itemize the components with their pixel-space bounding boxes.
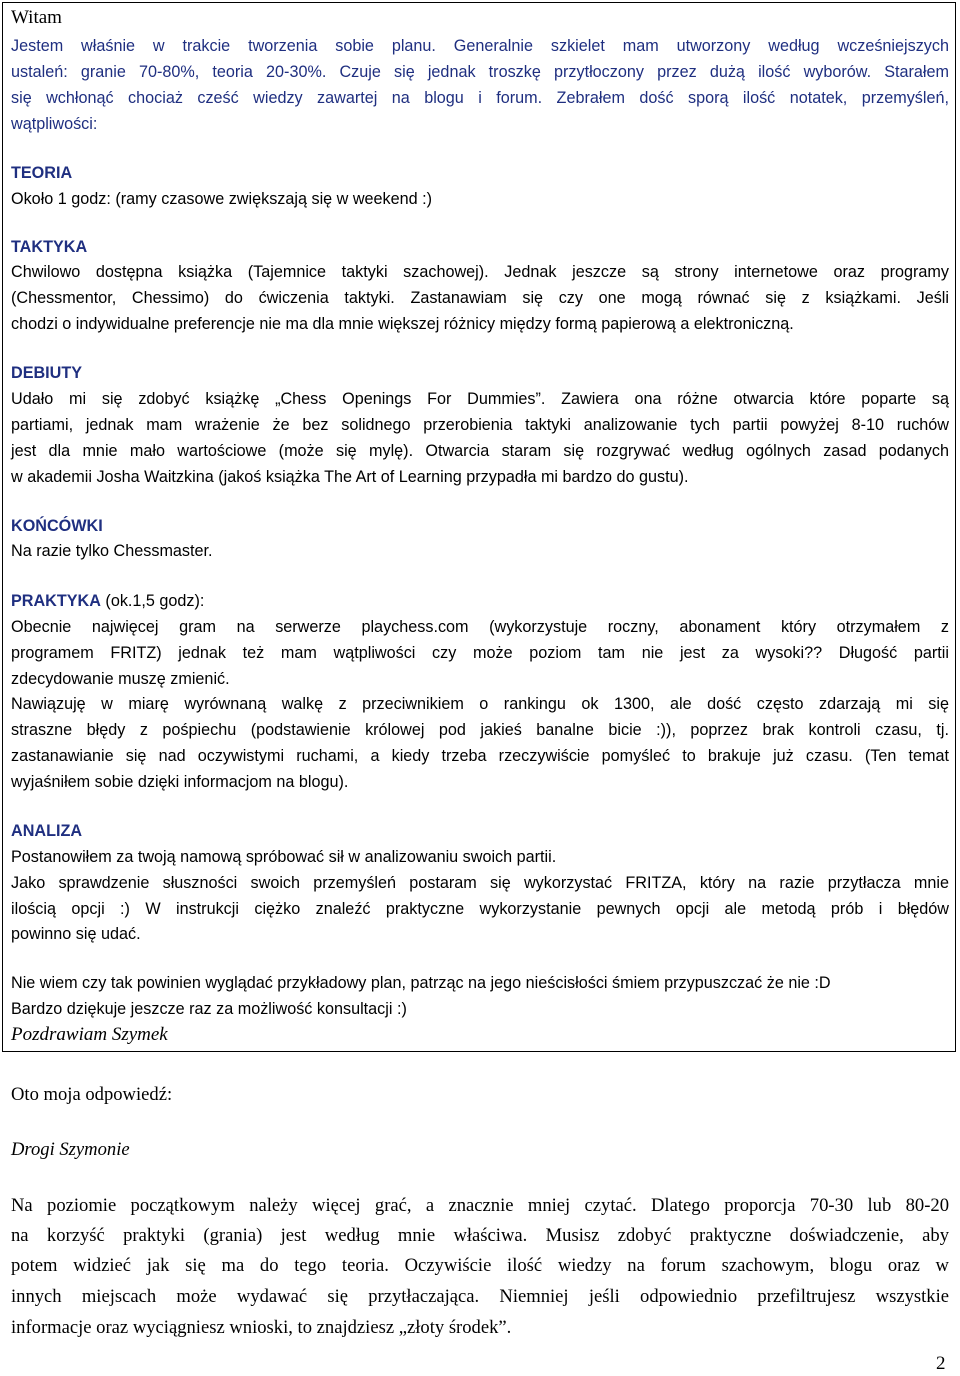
- analiza-body-line: Postanowiłem za twoją namową spróbować sił w analizowaniu swoich partii.: [11, 848, 557, 866]
- section-heading-taktyka: TAKTYKA: [11, 238, 88, 256]
- letter-intro-line: ustaleń: granie 70-80%, teoria 20-30%. Czuje się jednak troszkę przytłoczony przez dużą ilość wyborów. Starałem: [11, 63, 949, 81]
- taktyka-body-line: chodzi o indywidualne preferencje nie ma dla mnie większej różnicy między formą papierową a elektroniczną.: [11, 315, 794, 333]
- closing-line: Bardzo dziękuje jeszcze raz za możliwość konsultacji :): [11, 1000, 407, 1018]
- taktyka-body-line: (Chessmentor, Chessimo) do ćwiczenia taktyki. Zastanawiam się czy one mogą równać się z książkami. Jeśli: [11, 289, 949, 307]
- letter-intro-line: Jestem właśnie w trakcie tworzenia sobie planu. Generalnie szkielet mam utworzony według wcześniejszych: [11, 37, 949, 55]
- praktyka-body-line: wyjaśniłem sobie dzięki informacjom na blogu).: [11, 773, 349, 791]
- praktyka-body-line: straszne błędy z pośpiechu (podstawienie królowej pod jakieś banalne bicie :)), poprzez brak kontroli czasu, tj.: [11, 721, 949, 739]
- praktyka-body-line: programem FRITZ) jednak też mam wątpliwości czy może poziom tam nie jest za wysoki?? Długość partii: [11, 644, 949, 662]
- taktyka-body-line: Chwilowo dostępna książka (Tajemnice taktyki szachowej). Jednak jeszcze są strony internetowe oraz programy: [11, 263, 949, 281]
- praktyka-body-line: Obecnie najwięcej gram na serwerze playchess.com (wykorzystuje roczny, abonament który otrzymałem z: [11, 618, 949, 636]
- koncowki-body: Na razie tylko Chessmaster.: [11, 542, 213, 560]
- analiza-body-line: Jako sprawdzenie słuszności swoich przemyśleń postaram się wykorzystać FRITZA, który na razie przytłacza mnie: [11, 874, 949, 892]
- reply-body-line: innych miejscach może wydawać się przytłaczająca. Niemniej jeśli odpowiednio przefiltrujesz wszystkie: [11, 1286, 949, 1307]
- letter-intro-line: się wchłonąć chociaż cześć wiedzy zawartej na blogu i forum. Zebrałem dość sporą ilość notatek, przemyśleń,: [11, 89, 949, 107]
- reply-salutation: Drogi Szymonie: [11, 1139, 130, 1160]
- debiuty-body-line: Udało mi się zdobyć książkę „Chess Openings For Dummies”. Zawiera ona różne otwarcia które poparte są: [11, 390, 949, 408]
- section-heading-praktyka: PRAKTYKA: [11, 592, 101, 610]
- teoria-body: Około 1 godz: (ramy czasowe zwiększają się w weekend :): [11, 190, 433, 208]
- reply-body-line: informacje oraz wyciągniesz wnioski, to znajdziesz „złoty środek”.: [11, 1317, 512, 1338]
- letter-greeting: Witam: [11, 7, 62, 28]
- debiuty-body-line: w akademii Josha Waitzkina (jakoś książka The Art of Learning przypadła mi bardzo do gustu).: [11, 468, 689, 486]
- closing-line: Nie wiem czy tak powinien wyglądać przykładowy plan, patrząc na jego nieścisłości śmiem przypuszczać że nie :D: [11, 974, 831, 992]
- praktyka-body-line: Nawiązuję w miarę wyrównaną walkę z przeciwnikiem o rankingu ok 1300, ale dość często zdarzają mi się: [11, 695, 949, 713]
- debiuty-body-line: jest dla mnie mało wartościowe (może się mylę). Otwarcia staram się rozgrywać według ogólnych zasad podanych: [11, 442, 949, 460]
- praktyka-time-note: (ok.1,5 godz):: [100, 592, 205, 610]
- praktyka-heading-line: [11, 588, 949, 614]
- reply-body-line: potem widzieć jak się ma do tego teoria. Oczywiście ilość wiedzy na forum szachowym, blogu oraz w: [11, 1255, 949, 1276]
- letter-intro-line: wątpliwości:: [11, 115, 98, 133]
- praktyka-body-line: zastanawianie się nad oczywistymi ruchami, a kiedy trzeba rzeczywiście pomyśleć to brakuje już czasu. (Ten temat: [11, 747, 949, 765]
- section-heading-debiuty: DEBIUTY: [11, 364, 83, 382]
- reply-body-line: na korzyść praktyki (grania) jest według mnie właściwa. Musisz zdobyć praktyczne doświadczenie, aby: [11, 1225, 949, 1246]
- reply-body-line: Na poziomie początkowym należy więcej grać, a znacznie mniej czytać. Dlatego proporcja 70-30 lub 80-20: [11, 1195, 949, 1216]
- section-heading-koncowki: KOŃCÓWKI: [11, 517, 103, 535]
- reply-intro: Oto moja odpowiedź:: [11, 1084, 173, 1105]
- analiza-body-line: powinno się udać.: [11, 925, 141, 943]
- debiuty-body-line: partiami, jednak mam wrażenie że bez solidnego przerobienia taktyki analizowanie tych partii powyżej 8-10 ruchów: [11, 416, 949, 434]
- page-number: 2: [936, 1353, 946, 1374]
- letter-signature: Pozdrawiam Szymek: [11, 1024, 168, 1045]
- praktyka-body-line: zdecydowanie muszę zmienić.: [11, 670, 230, 688]
- analiza-body-line: ilością opcji :) W instrukcji ciężko znaleźć praktyczne wykorzystanie pewnych opcji ale metodą prób i błędów: [11, 900, 949, 918]
- section-heading-teoria: TEORIA: [11, 164, 73, 182]
- section-heading-analiza: ANALIZA: [11, 822, 83, 840]
